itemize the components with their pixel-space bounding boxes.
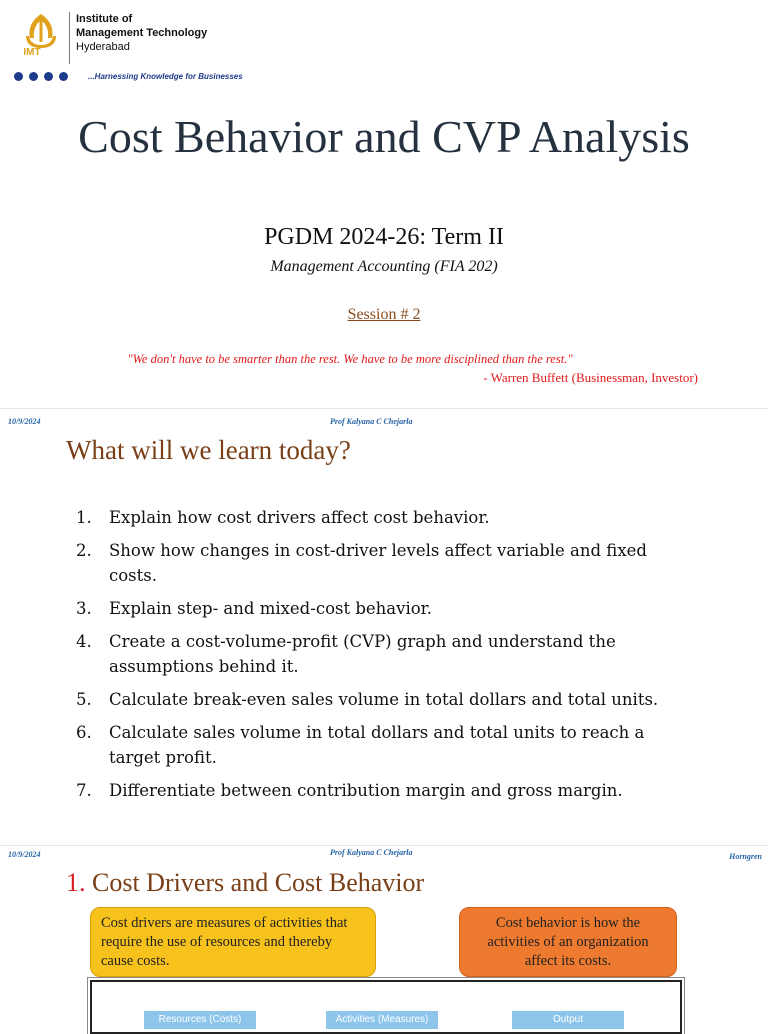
quote-author: - Warren Buffett (Businessman, Investor): [483, 370, 698, 385]
flow-box-output: Output: [512, 1011, 624, 1029]
cost-behavior-box: Cost behavior is how the activities of an organization affect its costs.: [459, 907, 677, 977]
flow-box-activities: Activities (Measures): [326, 1011, 438, 1029]
institute-line-3: Hyderabad: [76, 41, 130, 53]
list-item-text: Calculate break-even sales volume in total dollars and total units.: [109, 690, 659, 709]
list-item: [66, 778, 686, 803]
list-item-number: 4.: [76, 632, 92, 651]
cost-drivers-box: Cost drivers are measures of activities that require the use of resources and thereby cause costs.: [90, 907, 376, 977]
list-item-text: Calculate sales volume in total dollars and total units to reach a target profit.: [109, 723, 645, 767]
list-item-number: 5.: [76, 690, 92, 709]
objectives-slide: [0, 408, 768, 844]
slide-subtitle: PGDM 2024-26: Term II: [264, 224, 504, 250]
list-item-text: Show how changes in cost-driver levels affect variable and fixed costs.: [109, 541, 647, 585]
objectives-list: [66, 505, 686, 811]
institute-line-1: Institute of: [76, 13, 133, 25]
slide-author: Prof Kalyana C Chejarla: [330, 848, 413, 857]
flow-box-resources: Resources (Costs): [144, 1011, 256, 1029]
institute-line-2: Management Technology: [76, 27, 208, 39]
logo-divider: [69, 12, 70, 64]
list-item-text: Explain step- and mixed-cost behavior.: [109, 599, 432, 618]
objectives-heading: What will we learn today?: [66, 435, 351, 465]
logo-dot: [29, 72, 38, 81]
logo-dot: [14, 72, 23, 81]
institute-name: [76, 12, 207, 54]
course-name: Management Accounting (FIA 202): [270, 258, 498, 275]
list-item: [66, 720, 686, 770]
list-item: [66, 596, 686, 621]
list-item: [66, 687, 686, 712]
list-item-text: Explain how cost drivers affect cost behavior.: [109, 508, 490, 527]
list-item-text: Differentiate between contribution margin and gross margin.: [109, 781, 623, 800]
slide-author: Prof Kalyana C Chejarla: [330, 417, 413, 426]
cost-drivers-slide: [0, 845, 768, 1025]
slide-date: 10/9/2024: [8, 417, 41, 426]
list-item-number: 3.: [76, 599, 92, 618]
list-item-number: 1.: [76, 508, 92, 527]
list-item: [66, 538, 686, 588]
logo-dot: [44, 72, 53, 81]
section-title: Cost Drivers and Cost Behavior: [92, 868, 425, 897]
slide-source: Horngren: [729, 852, 762, 861]
imt-abbr: IMT: [23, 47, 41, 58]
list-item-text: Create a cost-volume-profit (CVP) graph and understand the assumptions behind it.: [109, 632, 616, 676]
list-item: [66, 629, 686, 679]
logo-dots: [14, 66, 74, 85]
imt-logo: [8, 6, 248, 81]
list-item-number: 2.: [76, 541, 92, 560]
slide-title: Cost Behavior and CVP Analysis: [78, 111, 690, 162]
list-item-number: 7.: [76, 781, 92, 800]
section-number: 1.: [66, 868, 86, 897]
section-heading: [66, 868, 424, 898]
logo-tagline: ...Harnessing Knowledge for Businesses: [88, 72, 243, 81]
session-label: Session # 2: [347, 306, 421, 323]
quote-text: "We don't have to be smarter than the rest. We have to be more disciplined than the rest.": [127, 352, 573, 366]
list-item: [66, 505, 686, 530]
slide-date: 10/9/2024: [8, 850, 41, 859]
logo-dot: [59, 72, 68, 81]
cost-flow-diagram: [90, 980, 682, 1034]
list-item-number: 6.: [76, 723, 92, 742]
title-slide: [0, 0, 768, 406]
